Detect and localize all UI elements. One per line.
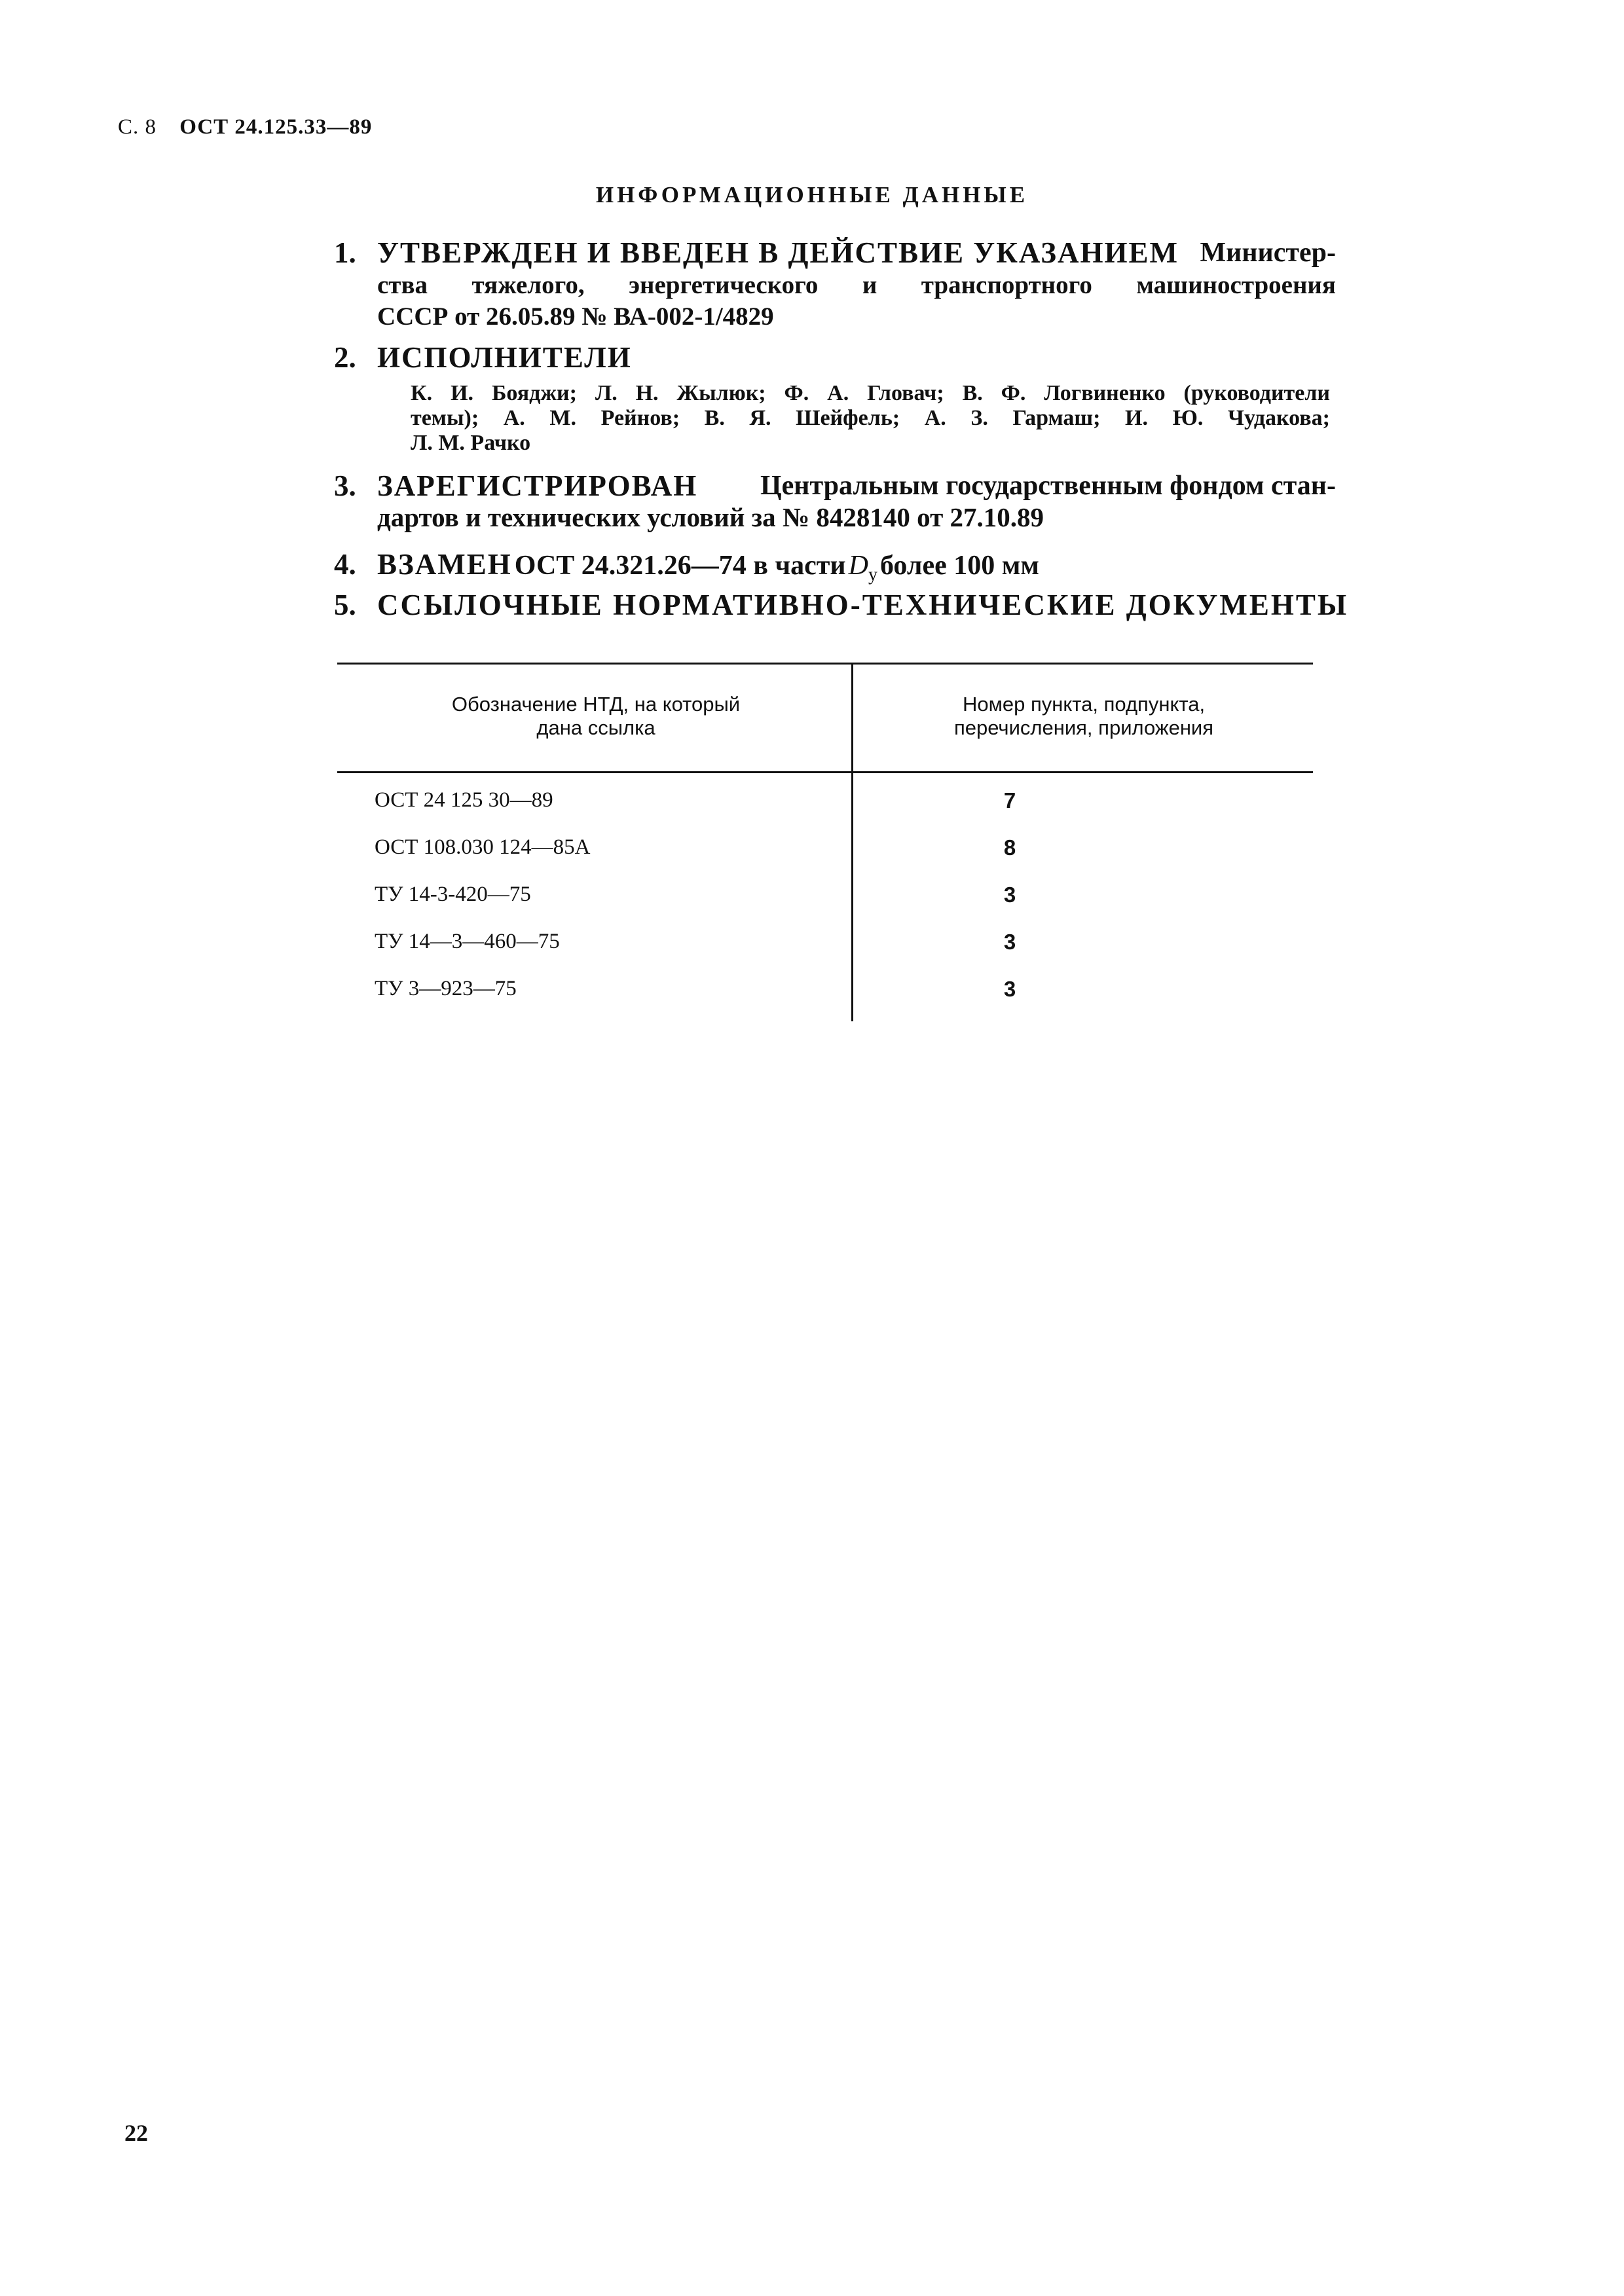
- section-title: ИНФОРМАЦИОННЫЕ ДАННЫЕ: [595, 182, 1029, 208]
- info-item-5: [334, 588, 1349, 627]
- item-number: 1.: [334, 236, 356, 269]
- info-item-1: [334, 236, 1336, 334]
- item-text: ства тяжелого, энергетического и транспортного машиностроения: [377, 271, 1336, 299]
- table-header-cell: Номер пункта, подпункта, перечисления, приложения: [953, 693, 1214, 739]
- persons-line: К. И. Бояджи; Л. Н. Жылюк; Ф. А. Гловач; В. Ф. Логвиненко (руководители: [411, 381, 1330, 405]
- persons-line: темы); А. М. Рейнов; В. Я. Шейфель; А. З. Гармаш; И. Ю. Чудакова;: [411, 406, 1330, 430]
- item-number: 5.: [334, 589, 356, 621]
- item-text: Министер-: [1200, 238, 1336, 268]
- item-lead: ЗАРЕГИСТРИРОВАН: [377, 469, 698, 502]
- running-header: [118, 115, 372, 139]
- table-cell: 7: [1003, 788, 1016, 812]
- table-header-cell: Обозначение НТД, на который дана ссылка: [451, 693, 741, 739]
- item-number: 2.: [334, 341, 356, 374]
- table-cell: 3: [1003, 977, 1016, 1001]
- table-cell: ОСТ 24 125 30—89: [375, 788, 553, 812]
- table-cell: 3: [1003, 930, 1016, 954]
- item-lead: УТВЕРЖДЕН И ВВЕДЕН В ДЕЙСТВИЕ УКАЗАНИЕМ: [377, 236, 1179, 269]
- table-cell: ОСТ 108.030 124—85А: [375, 835, 591, 859]
- table-cell: ТУ 3—923—75: [375, 977, 517, 1000]
- item-lead: ССЫЛОЧНЫЕ НОРМАТИВНО-ТЕХНИЧЕСКИЕ ДОКУМЕНТЫ: [377, 589, 1349, 621]
- item-lead: ВЗАМЕН: [377, 548, 512, 581]
- item-text: более 100 мм: [879, 551, 1039, 581]
- table-top-rule: [337, 663, 1313, 665]
- item-text: СССР от 26.05.89 № ВА-002-1/4829: [377, 302, 774, 331]
- dy-symbol: $D_у$: [848, 551, 877, 585]
- table-header-rule: [337, 771, 1313, 773]
- item-text: Центральным государственным фондом стан-: [760, 471, 1336, 501]
- item-number: 4.: [334, 548, 356, 581]
- page-label: С. 8: [118, 115, 157, 139]
- info-item-4: [334, 547, 1336, 587]
- info-item-2: [334, 340, 1336, 380]
- table-cell: 3: [1003, 883, 1016, 907]
- table-column-divider: [851, 665, 853, 1021]
- info-item-3: [334, 469, 1336, 541]
- item-text: дартов и технических условий за № 8428140 от 27.10.89: [377, 502, 1044, 532]
- item-number: 3.: [334, 469, 356, 502]
- item-lead: ИСПОЛНИТЕЛИ: [377, 341, 632, 374]
- table-cell: ТУ 14-3-420—75: [375, 883, 531, 906]
- table-cell: 8: [1003, 835, 1016, 860]
- item-text: ОСТ 24.321.26—74 в части: [514, 551, 846, 581]
- persons-line: Л. М. Рачко: [411, 431, 531, 455]
- standard-designation: ОСТ 24.125.33—89: [179, 115, 373, 139]
- persons-list: [411, 381, 1330, 456]
- table-cell: ТУ 14—3—460—75: [375, 930, 560, 953]
- page-number: 22: [124, 2120, 148, 2146]
